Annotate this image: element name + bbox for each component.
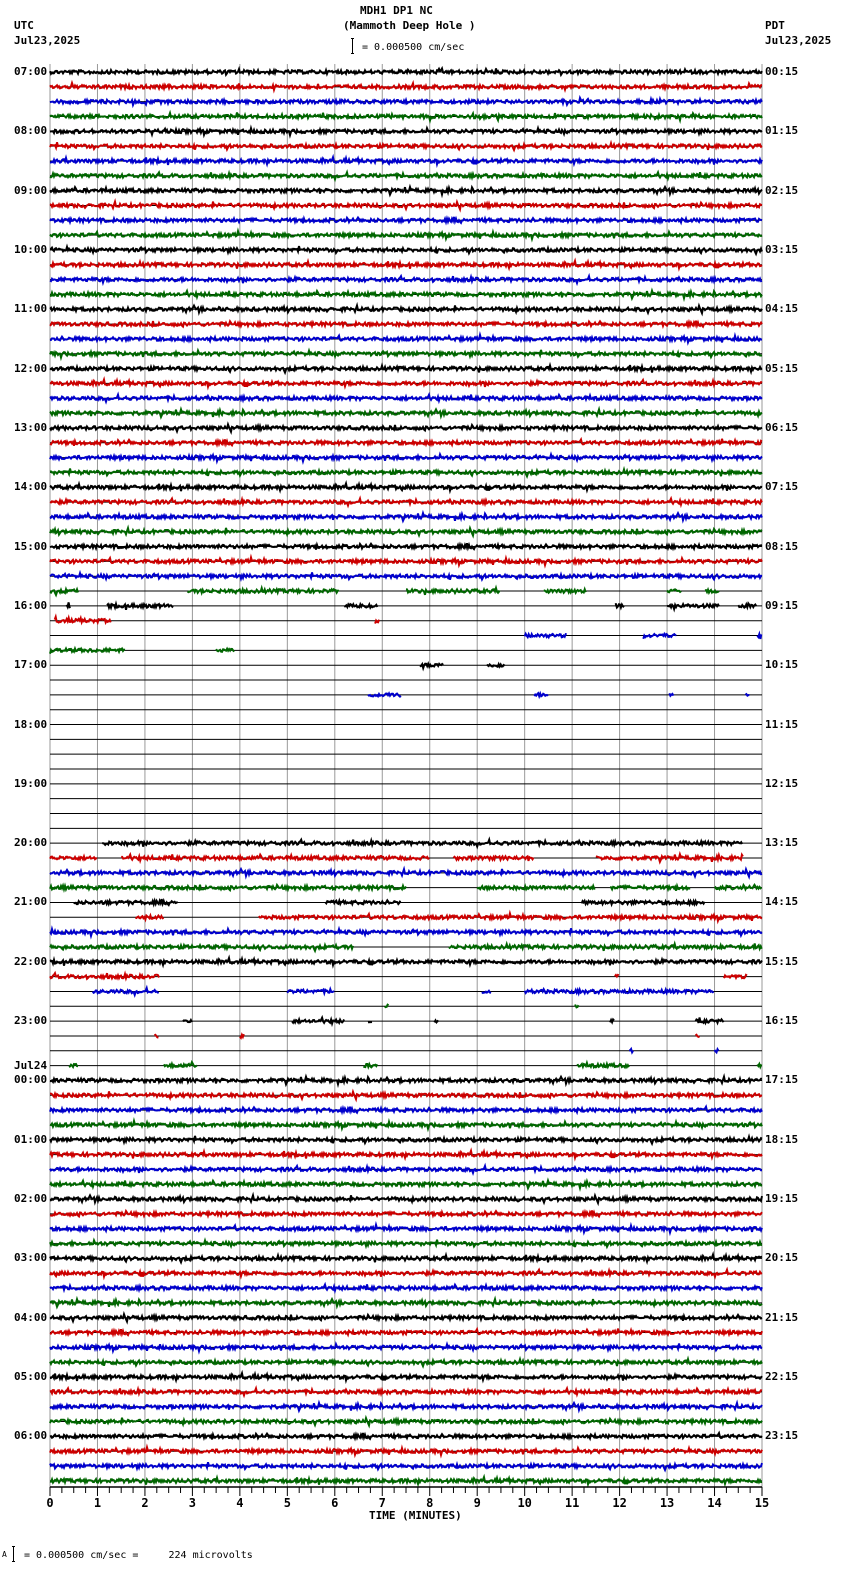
seismic-trace (67, 602, 71, 607)
seismic-trace (50, 439, 762, 446)
seismic-trace (50, 83, 762, 90)
seismic-trace (385, 1005, 389, 1008)
seismic-trace (50, 350, 762, 358)
seismic-trace (50, 1462, 762, 1470)
seismic-trace (745, 694, 749, 696)
seismic-trace (375, 620, 379, 624)
seismic-trace (69, 1064, 78, 1067)
seismic-trace (50, 1240, 762, 1247)
seismic-trace (292, 1018, 344, 1024)
x-tick-label: 4 (236, 1496, 244, 1510)
seismic-trace (55, 617, 111, 623)
utc-hour-label: 16:00 (14, 598, 48, 612)
pdt-hour-label: 06:15 (765, 420, 799, 434)
x-tick-label: 9 (473, 1496, 481, 1510)
seismic-trace (50, 1284, 762, 1291)
seismic-trace (50, 572, 762, 579)
seismic-trace (50, 157, 762, 165)
footer-scale-text: = 0.000500 cm/sec = 224 microvolts (24, 1550, 253, 1561)
utc-hour-label: 07:00 (14, 65, 48, 78)
x-tick-label: 11 (564, 1496, 580, 1510)
seismic-trace (50, 187, 762, 195)
x-tick-label: 6 (331, 1496, 339, 1510)
x-tick-label: 10 (517, 1496, 532, 1510)
date-change-label: Jul24 (14, 1059, 48, 1073)
pdt-hour-label: 03:15 (765, 242, 799, 256)
seismic-trace (102, 840, 742, 847)
seismic-trace (454, 856, 534, 861)
seismic-trace (344, 604, 377, 608)
seismic-trace (50, 142, 762, 150)
pdt-hour-label: 16:15 (765, 1014, 799, 1028)
footer-mark: A (2, 1550, 7, 1559)
seismic-trace (477, 886, 595, 889)
pdt-date: Jul23,2025 (765, 34, 832, 47)
seismic-trace (50, 1329, 762, 1336)
seismic-trace (50, 589, 78, 595)
station-location: (Mammoth Deep Hole ) (343, 19, 476, 32)
station-title: MDH1 DP1 NC (360, 4, 433, 17)
seismic-trace (757, 1064, 761, 1067)
seismic-trace (50, 454, 762, 461)
x-tick-label: 12 (612, 1496, 627, 1510)
seismic-trace (50, 128, 762, 135)
seismic-trace (287, 989, 334, 993)
pdt-hour-label: 18:15 (765, 1132, 799, 1146)
utc-hour-label: 05:00 (14, 1370, 48, 1384)
utc-label: UTC (14, 19, 34, 32)
x-tick-label: 7 (378, 1496, 386, 1510)
seismic-trace (50, 528, 762, 536)
pdt-hour-label: 14:15 (765, 895, 799, 909)
x-tick-label: 5 (283, 1496, 291, 1510)
seismic-trace (50, 335, 762, 342)
pdt-hour-label: 15:15 (765, 954, 799, 968)
seismic-trace (50, 649, 125, 654)
seismic-trace (121, 854, 429, 860)
seismic-trace (216, 649, 234, 652)
seismic-trace (544, 589, 586, 593)
pdt-hour-label: 21:15 (765, 1310, 799, 1324)
seismic-trace (50, 1344, 762, 1352)
pdt-hour-label: 13:15 (765, 836, 799, 850)
seismic-trace (50, 1255, 762, 1263)
utc-hour-label: 12:00 (14, 361, 48, 375)
pdt-label: PDT (765, 19, 785, 32)
seismic-trace (577, 1063, 629, 1068)
pdt-hour-label: 22:15 (765, 1370, 799, 1384)
seismic-trace (406, 588, 500, 595)
seismic-trace (50, 1211, 762, 1217)
seismic-trace (715, 885, 762, 890)
seismic-trace (50, 1299, 762, 1307)
seismic-trace (93, 988, 159, 995)
pdt-hour-label: 19:15 (765, 1192, 799, 1206)
x-tick-label: 8 (426, 1496, 434, 1510)
seismic-trace (715, 1049, 719, 1052)
footer-scale-bar-icon (12, 1546, 15, 1562)
seismic-trace (50, 1195, 762, 1203)
seismic-trace (420, 664, 443, 668)
utc-hour-label: 20:00 (14, 836, 48, 850)
seismic-trace (575, 1005, 579, 1007)
pdt-hour-label: 12:15 (765, 776, 799, 790)
pdt-hour-label: 00:15 (765, 65, 799, 78)
utc-hour-label: 03:00 (14, 1251, 48, 1265)
seismic-trace (667, 604, 719, 609)
utc-date: Jul23,2025 (14, 34, 81, 47)
seismic-trace (757, 634, 761, 639)
seismic-trace (50, 543, 762, 549)
utc-hour-label: 23:00 (14, 1014, 48, 1028)
seismic-trace (50, 469, 762, 477)
pdt-hour-label: 09:15 (765, 598, 799, 612)
utc-hour-label: 01:00 (14, 1132, 48, 1146)
seismic-trace (50, 217, 762, 223)
seismic-trace (534, 693, 548, 696)
utc-hour-label: 15:00 (14, 539, 48, 553)
seismic-trace (50, 1477, 762, 1485)
seismic-trace (50, 928, 762, 936)
seismic-trace (669, 693, 673, 696)
seismic-trace (50, 68, 762, 74)
seismic-trace (50, 1166, 762, 1173)
utc-hour-label: 06:00 (14, 1429, 48, 1443)
seismic-trace (50, 1359, 762, 1366)
pdt-hour-label: 23:15 (765, 1429, 799, 1443)
seismic-trace (50, 869, 762, 877)
seismic-trace (50, 231, 762, 239)
seismic-trace (50, 499, 762, 506)
seismic-trace (738, 603, 756, 607)
utc-hour-label: 18:00 (14, 717, 48, 731)
seismic-trace (50, 1091, 762, 1099)
pdt-hour-label: 05:15 (765, 361, 799, 375)
pdt-hour-label: 02:15 (765, 183, 799, 197)
pdt-hour-label: 08:15 (765, 539, 799, 553)
seismic-trace (50, 484, 762, 492)
seismic-trace (107, 604, 173, 610)
seismic-trace (50, 973, 159, 979)
seismic-trace (50, 1447, 762, 1455)
utc-hour-label: 21:00 (14, 895, 48, 909)
seismic-trace (50, 276, 762, 283)
utc-hour-label: 10:00 (14, 242, 48, 256)
seismic-trace (50, 958, 762, 966)
seismic-trace (50, 395, 762, 402)
seismic-trace (667, 589, 681, 592)
seismic-trace (610, 886, 690, 891)
utc-hour-label: 11:00 (14, 302, 48, 316)
x-tick-label: 1 (93, 1496, 102, 1510)
pdt-hour-label: 10:15 (765, 658, 799, 672)
utc-hour-label: 17:00 (14, 658, 48, 672)
pdt-hour-label: 17:15 (765, 1073, 799, 1087)
utc-hour-label: 04:00 (14, 1310, 48, 1324)
utc-hour-label: 13:00 (14, 420, 48, 434)
utc-hour-label: 09:00 (14, 183, 48, 197)
seismic-trace (50, 1270, 762, 1277)
utc-hour-label: 19:00 (14, 776, 48, 790)
pdt-hour-label: 07:15 (765, 480, 799, 494)
utc-hour-label: 08:00 (14, 124, 48, 138)
x-tick-label: 2 (141, 1496, 149, 1510)
pdt-hour-label: 11:15 (765, 717, 799, 731)
seismic-trace (610, 1019, 614, 1022)
scale-text: = 0.000500 cm/sec (362, 42, 465, 53)
x-tick-label: 3 (188, 1496, 197, 1510)
seismic-trace (50, 1136, 762, 1144)
seismic-trace (50, 1373, 762, 1381)
x-axis-title: TIME (MINUTES) (369, 1509, 462, 1522)
seismic-trace (50, 513, 762, 521)
utc-hour-label: 02:00 (14, 1192, 48, 1206)
pdt-hour-label: 04:15 (765, 302, 799, 316)
seismic-trace (240, 1034, 244, 1038)
seismic-trace (50, 1107, 762, 1113)
utc-hour-label: 14:00 (14, 480, 48, 494)
seismic-trace (183, 1020, 192, 1022)
seismic-trace (50, 1314, 762, 1321)
seismic-trace (487, 664, 505, 667)
seismic-trace (50, 172, 762, 179)
pdt-hour-label: 20:15 (765, 1251, 799, 1265)
seismic-trace (582, 901, 705, 905)
seismic-trace (50, 1225, 762, 1233)
seismic-trace (135, 916, 163, 920)
seismic-trace (50, 425, 762, 432)
seismic-trace (50, 945, 353, 951)
pdt-hour-label: 01:15 (765, 124, 799, 138)
seismic-trace (629, 1049, 633, 1052)
x-tick-label: 13 (659, 1496, 675, 1510)
seismic-trace (50, 885, 406, 891)
utc-hour-label: 00:00 (14, 1073, 48, 1087)
seismic-trace (435, 1020, 439, 1022)
seismic-trace (525, 634, 567, 638)
seismic-trace (50, 409, 762, 417)
seismic-trace (74, 899, 178, 905)
seismic-trace (696, 1018, 724, 1024)
x-tick-label: 14 (707, 1496, 722, 1510)
seismic-trace (50, 1403, 762, 1411)
seismic-trace (50, 558, 762, 566)
seismic-trace (50, 1151, 762, 1159)
seismic-trace (50, 380, 762, 387)
utc-hour-label: 22:00 (14, 954, 48, 968)
seismic-trace (363, 1064, 377, 1067)
x-tick-label: 15 (754, 1496, 770, 1510)
seismic-trace (643, 634, 676, 639)
x-tick-label: 0 (46, 1496, 54, 1510)
seismic-trace (696, 1035, 700, 1037)
